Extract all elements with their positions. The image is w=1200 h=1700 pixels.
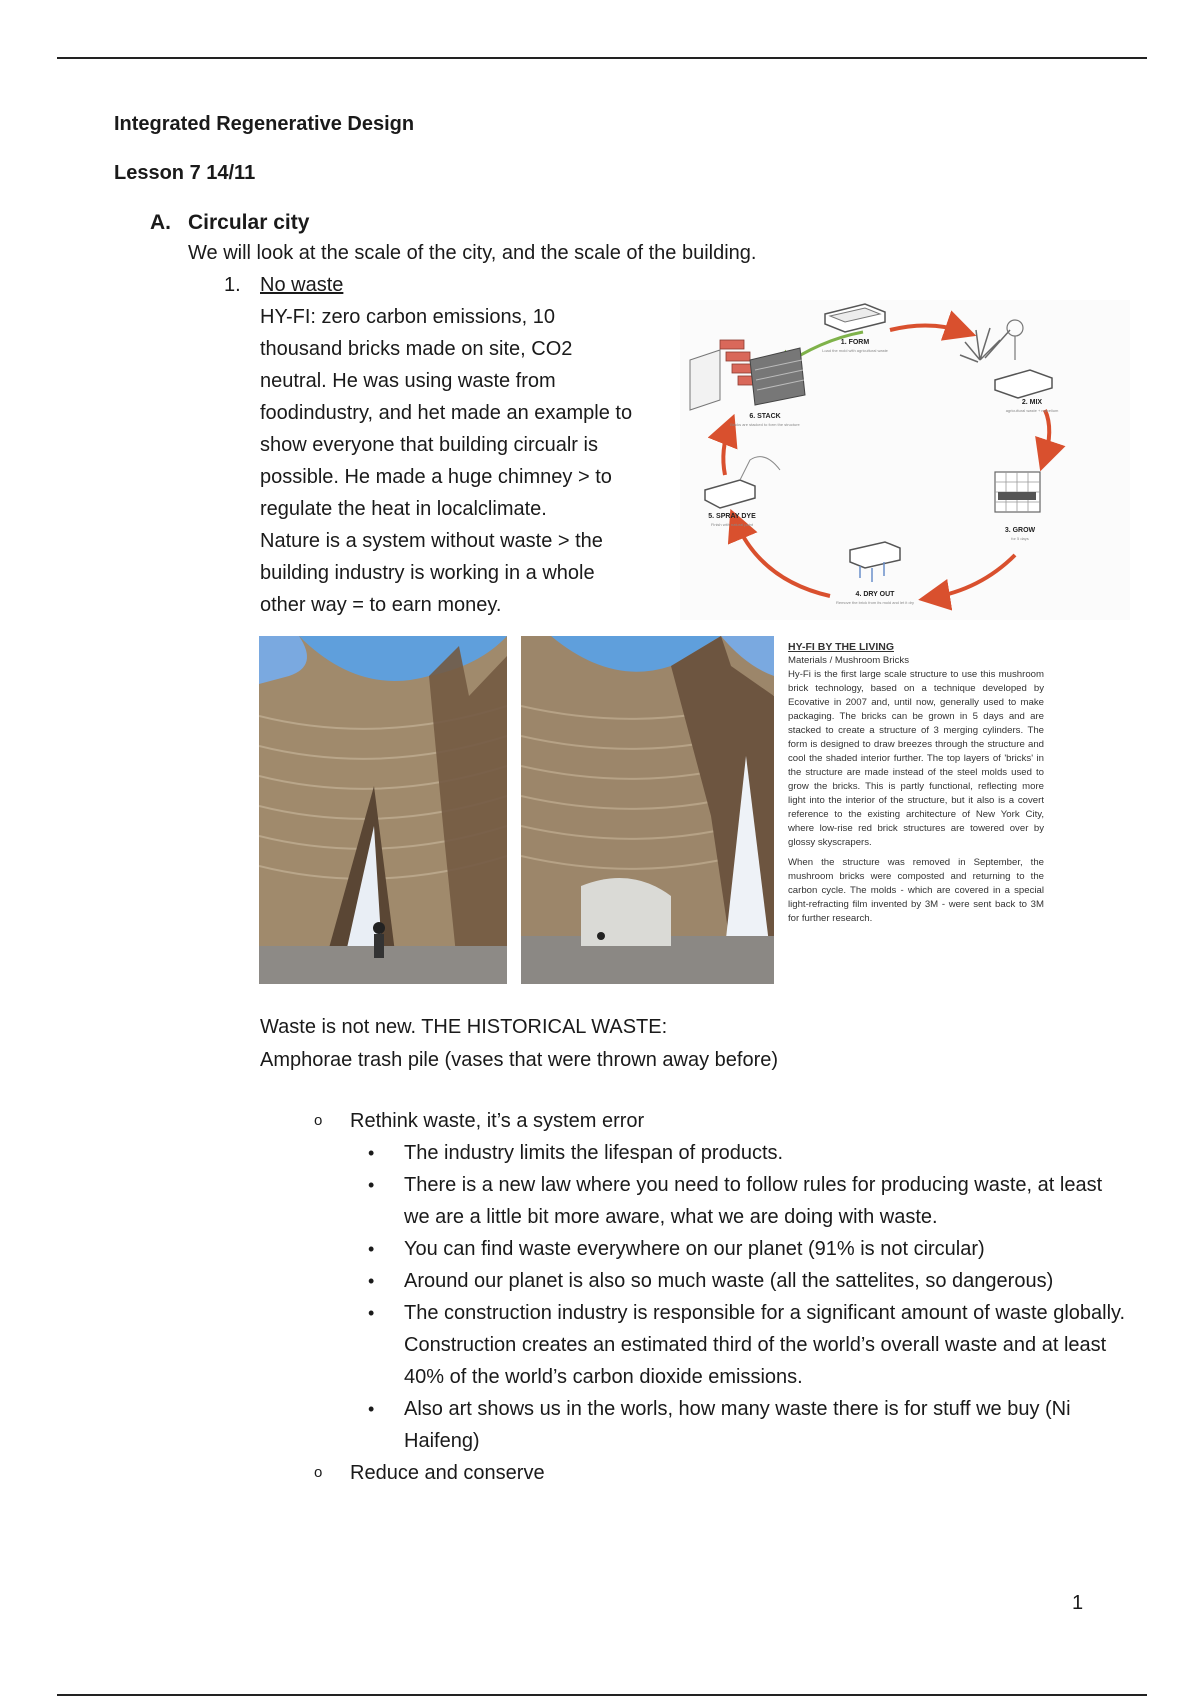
list-item-text: Rethink waste, it’s a system error (350, 1110, 645, 1132)
list-item (310, 1457, 1130, 1489)
bullet-text: Also art shows us in the worls, how many waste there is for stuff we buy (Ni Haifeng) (404, 1398, 1071, 1452)
step-label: 5. SPRAY DYE (708, 513, 756, 520)
lesson-heading: Lesson 7 14/11 (114, 162, 256, 184)
step-note: Finish with natural paint (710, 522, 754, 527)
bullet-icon: • (368, 1175, 375, 1195)
text-line: other way = to earn money. (260, 594, 502, 616)
step-note: Remove the brick from its mold and let it dry (835, 600, 915, 605)
bullet-item (310, 1233, 1130, 1265)
hyfi-interior-photo-2 (521, 636, 774, 984)
historical-waste-text: Amphorae trash pile (vases that were thrown away before) (260, 1049, 779, 1071)
bullet-icon: • (368, 1143, 375, 1163)
circle-bullet-icon: o (314, 1112, 323, 1129)
text-line: Nature is a system without waste > the (260, 530, 603, 552)
step-label: 2. MIX (1021, 399, 1043, 406)
historical-waste-heading: Waste is not new. THE HISTORICAL WASTE: (260, 1016, 668, 1038)
caption-subtitle: Materials / Mushroom Bricks (788, 655, 910, 666)
photo-caption (788, 640, 1044, 932)
calendar-icon (995, 472, 1040, 512)
bottom-rule (57, 1694, 1147, 1696)
list-item (310, 1105, 1130, 1137)
bullet-text: There is a new law where you need to follow rules for producing waste, at least we are a little bit more aware, what we are doing with waste. (404, 1174, 1103, 1228)
bullet-text: The construction industry is responsible for a significant amount of waste globally. Construction creates an estimated third of the world’s overall waste and at least 40% of the world’s carbon dioxide emissions. (404, 1302, 1126, 1388)
bullet-item (310, 1265, 1130, 1297)
text-line: possible. He made a huge chimney > to (260, 466, 612, 488)
bullet-text: You can find waste everywhere on our planet (91% is not circular) (404, 1238, 985, 1260)
caption-title: HY-FI BY THE LIVING (788, 641, 894, 653)
text-line: HY-FI: zero carbon emissions, 10 (260, 306, 555, 328)
top-rule (57, 57, 1147, 59)
text-line: neutral. He was using waste from (260, 370, 556, 392)
section-letter: A. (150, 211, 171, 234)
section-intro: We will look at the scale of the city, and the scale of the building. (188, 242, 757, 264)
hyfi-interior-photo-1 (259, 636, 507, 984)
step-note: Bricks are stacked to form the structure (730, 422, 800, 427)
item-number: 1. (224, 274, 241, 296)
item-title: No waste (260, 274, 344, 296)
text-line: building industry is working in a whole (260, 562, 595, 584)
step-note: for 5 days (1011, 536, 1029, 541)
text-line: show everyone that building circualr is (260, 434, 598, 456)
bullet-item (310, 1169, 1130, 1233)
diagram-background (680, 300, 1130, 620)
bullet-icon: • (368, 1271, 375, 1291)
section-title: Circular city (188, 211, 310, 234)
bullet-item (310, 1137, 1130, 1169)
circle-bullet-icon: o (314, 1464, 323, 1481)
bullet-text: The industry limits the lifespan of products. (404, 1142, 784, 1164)
step-label: 1. FORM (840, 339, 870, 346)
bullet-icon: • (368, 1399, 375, 1419)
waste-sublist (310, 1105, 1130, 1489)
step-label: 4. DRY OUT (855, 591, 895, 598)
text-line: regulate the heat in localclimate. (260, 498, 547, 520)
hyfi-description (260, 301, 680, 621)
bullet-text: Around our planet is also so much waste (all the sattelites, so dangerous) (404, 1270, 1054, 1292)
step-label: 3. GROW (1004, 527, 1036, 534)
step-label: 6. STACK (749, 413, 781, 420)
step-note: Load the mold with agricultural waste (822, 348, 888, 353)
bullet-icon: • (368, 1303, 375, 1323)
brick-cycle-diagram (680, 300, 1130, 620)
bullet-icon: • (368, 1239, 375, 1259)
caption-paragraph: When the structure was removed in September, the mushroom bricks were composted and returning to the carbon cycle. The molds - which are covered in a special light-refracting film invented by 3M - were sent back to 3M for further research. (788, 857, 1044, 924)
text-line: thousand bricks made on site, CO2 (260, 338, 573, 360)
bullet-item (310, 1297, 1130, 1393)
caption-paragraph: Hy-Fi is the first large scale structure to use this mushroom brick technology, based on a technique developed by Ecovative in 2007 and, until now, generally used to make packaging. The bricks can be grown in 5 days and are stacked to create a structure of 3 merging cylinders. The form is designed to draw breezes through the structure and cool the shaded interior further. The top layers of 'bricks' in the structure are made instead of the steel molds used to grow the bricks. This is partly functional, reflecting more light into the interior of the structure, but it also is a covert reference to the existing architecture of New York City, where low-rise red brick structures are towered over by glossy skyscrapers. (788, 669, 1044, 848)
document-title: Integrated Regenerative Design (114, 113, 415, 135)
step-note: agricultural waste + mycelium (1005, 408, 1059, 413)
bullet-item (310, 1393, 1130, 1457)
text-line: foodindustry, and het made an example to (260, 402, 633, 424)
page-number: 1 (1072, 1592, 1084, 1614)
list-item-text: Reduce and conserve (350, 1462, 545, 1484)
